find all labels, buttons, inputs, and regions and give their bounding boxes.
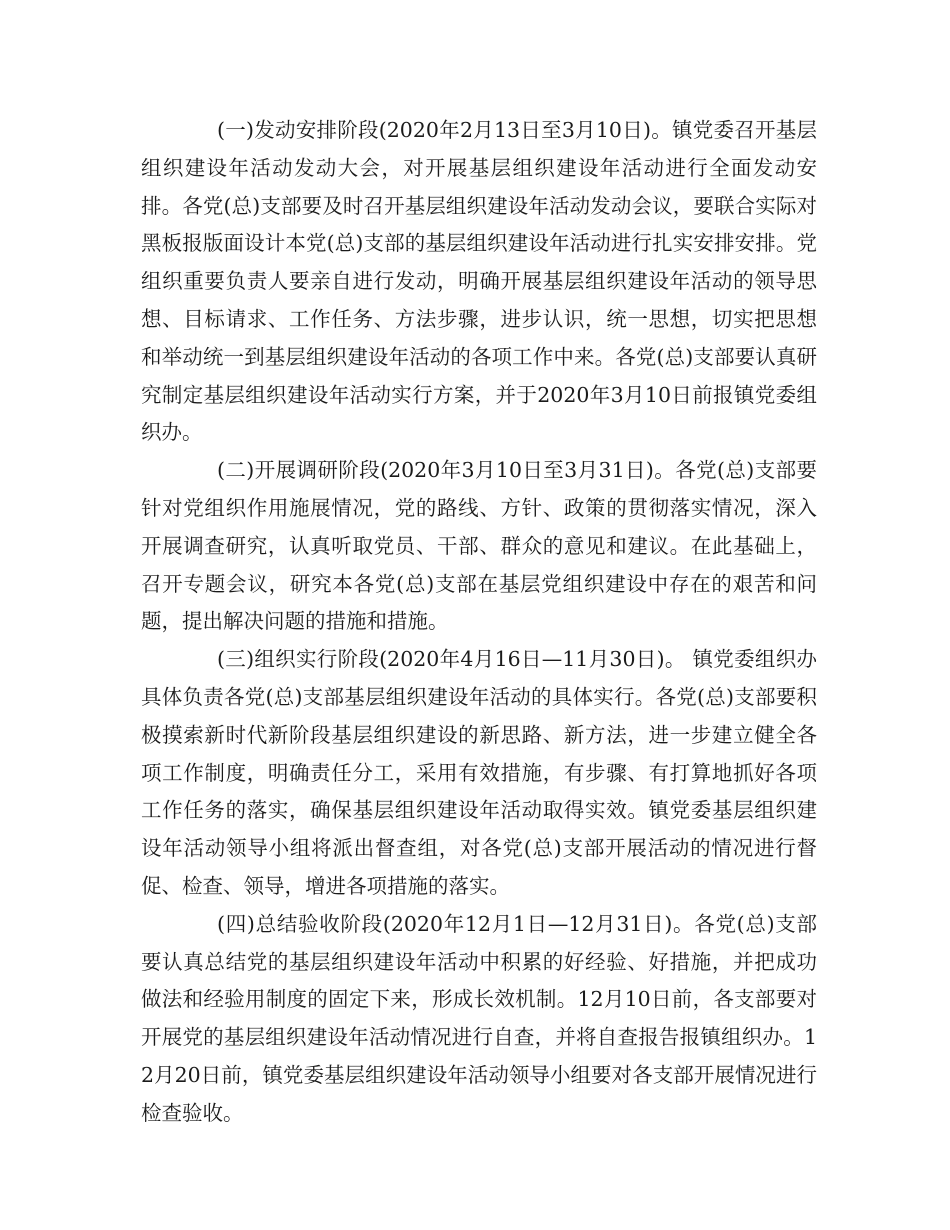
paragraph-summary-stage: (四)总结验收阶段(2020年12月1日—12月31日)。各党(总)支部要认真总结党的基层组织建设年活动中积累的好经验、好措施，并把成功做法和经验用制度的固定下来，形成长效机制。12月10日前，各支部要对开展党的基层组织建设年活动情况进行自查，并将自查报告报镇组织办。12月20日前，镇党委基层组织建设年活动领导小组要对各支部开展情况进行检查验收。	[141, 911, 817, 1125]
document-body	[141, 112, 817, 1133]
paragraph-mobilization-stage: (一)发动安排阶段(2020年2月13日至3月10日)。镇党委召开基层组织建设年活动发动大会，对开展基层组织建设年活动进行全面发动安排。各党(总)支部要及时召开基层组织建设年活动发动会议，要联合实际对黑板报版面设计本党(总)支部的基层组织建设年活动进行扎实安排安排。党组织重要负责人要亲自进行发动，明确开展基层组织建设年活动的领导思想、目标请求、工作任务、方法步骤，进步认识，统一思想，切实把思想和举动统一到基层组织建设年活动的各项工作中来。各党(总)支部要认真研究制定基层组织建设年活动实行方案，并于2020年3月10日前报镇党委组织办。	[141, 118, 817, 445]
paragraph-implementation-stage: (三)组织实行阶段(2020年4月16日—11月30日)。 镇党委组织办具体负责各党(总)支部基层组织建设年活动的具体实行。各党(总)支部要积极摸索新时代新阶段基层组织建设的新思路、新方法，进一步建立健全各项工作制度，明确责任分工，采用有效措施，有步骤、有打算地抓好各项工作任务的落实，确保基层组织建设年活动取得实效。镇党委基层组织建设年活动领导小组将派出督查组，对各党(总)支部开展活动的情况进行督促、检查、领导，增进各项措施的落实。	[141, 647, 817, 898]
paragraph-research-stage: (二)开展调研阶段(2020年3月10日至3月31日)。各党(总)支部要针对党组织作用施展情况，党的路线、方针、政策的贯彻落实情况，深入开展调查研究，认真听取党员、干部、群众的意见和建议。在此基础上，召开专题会议，研究本各党(总)支部在基层党组织建设中存在的艰苦和问题，提出解决问题的措施和措施。	[141, 458, 817, 634]
